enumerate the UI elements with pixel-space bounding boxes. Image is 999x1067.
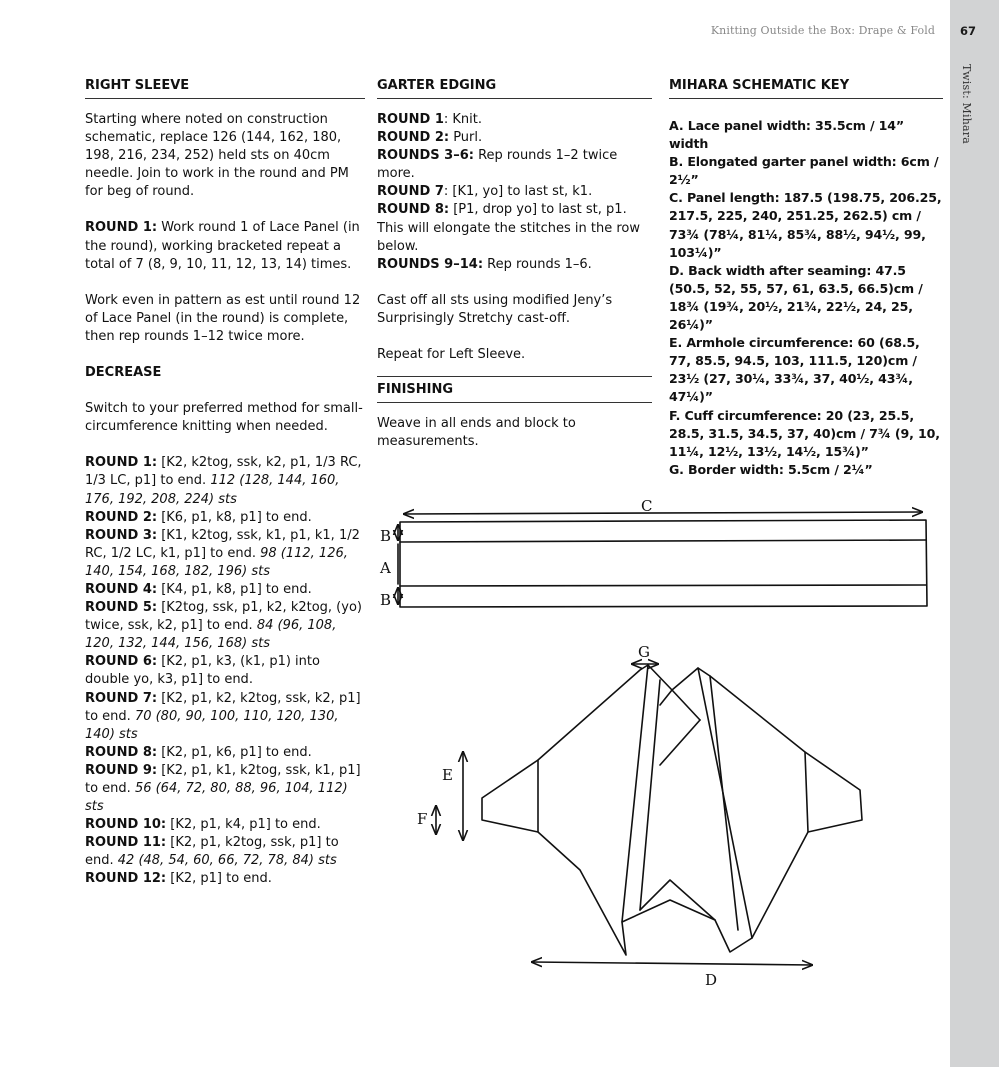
side-tab <box>950 0 999 1067</box>
garter-round <box>377 256 652 274</box>
round-text: : [K1, yo] to last st, k1. <box>443 184 593 200</box>
round-text: Purl. <box>449 130 483 146</box>
decrease-round <box>85 690 365 744</box>
round-text: [K1, k2tog, ssk, k1, p1, k1, 1/2 RC, 1/2 LC, k1, p1] to end. <box>85 527 360 561</box>
round-label: ROUND 9: <box>85 762 158 778</box>
stitch-count: 70 (80, 90, 100, 110, 120, 130, 140) sts <box>85 708 339 742</box>
round-label: ROUND 3: <box>85 527 158 543</box>
round-text: Work round 1 of Lace Panel (in the round), working bracketed repeat a total of 7 (8, 9, 10, 11, 12, 13, 14) times. <box>85 220 360 272</box>
key-item-f: F. Cuff circumference: 20 (23, 25.5, 28.5, 31.5, 34.5, 37, 40)cm / 7¾ (9, 10, 11¼, 12½, 13½, 14½, 15¾)” <box>669 407 940 459</box>
round-label: ROUND 1: <box>85 220 158 236</box>
decrease-round <box>85 581 365 599</box>
key-item-d: D. Back width after seaming: 47.5 (50.5, 52, 55, 57, 61, 63.5, 66.5)cm / 18¾ (19¾, 20½, 21¾, 22½, 24, 25, 26¼)” <box>669 262 923 333</box>
finishing-heading: FINISHING <box>377 376 652 403</box>
round-text: Rep rounds 1–2 twice more. <box>377 148 618 182</box>
stitch-count: 42 (48, 54, 60, 66, 72, 78, 84) sts <box>117 853 337 869</box>
decrease-rounds <box>85 454 365 888</box>
round-text: [K2, k2tog, ssk, k2, p1, 1/3 RC, 1/3 LC, p1] to end. <box>85 455 362 489</box>
round-text: [K2, p1, k6, p1] to end. <box>157 744 312 760</box>
key-item-e: E. Armhole circumference: 60 (68.5, 77, 85.5, 94.5, 103, 111.5, 120)cm / 23½ (27, 30¼, 33¾, 37, 40½, 43¾, 47¼)” <box>669 335 920 405</box>
round-label: ROUNDS 9–14: <box>377 256 484 272</box>
garter-round <box>377 111 652 129</box>
dimension-c-arrow <box>404 512 922 514</box>
garter-round <box>377 129 652 147</box>
label-b-top: B <box>380 527 392 545</box>
round-text: [K2, p1, k4, p1] to end. <box>166 817 321 833</box>
round-text: [K2tog, ssk, p1, k2, k2tog, (yo) twice, ssk, k2, p1] to end. <box>85 600 362 634</box>
right-sleeve-intro: Starting where noted on construction schematic, replace 126 (144, 162, 180, 198, 216, 234, 252) held sts on 40cm needle. Join to work in the round and PM for beg of round. <box>85 112 349 200</box>
repeat-text: Repeat for Left Sleeve. <box>377 347 526 363</box>
key-item-a: A. Lace panel width: 35.5cm / 14” width <box>669 118 905 152</box>
construction-schematic <box>360 490 940 1000</box>
round-label: ROUND 4: <box>85 581 158 597</box>
stitch-count: 84 (96, 108, 120, 132, 144, 156, 168) sts <box>85 618 337 652</box>
label-e: E <box>442 766 453 784</box>
stitch-count: 98 (112, 126, 140, 154, 168, 182, 196) sts <box>85 545 348 579</box>
stitch-count: 56 (64, 72, 80, 88, 96, 104, 112) sts <box>85 781 348 815</box>
decrease-round <box>85 653 365 689</box>
schematic-key-list <box>669 117 943 479</box>
round-label: ROUND 2: <box>85 509 158 525</box>
label-b-bottom: B <box>380 591 392 609</box>
round-label: ROUND 8: <box>377 202 450 218</box>
decrease-round <box>85 816 365 834</box>
running-header-title: Knitting Outside the Box: Drape & Fold <box>710 24 935 37</box>
dimension-d-arrow <box>532 962 812 965</box>
round-label: ROUND 8: <box>85 744 158 760</box>
round-text: : Knit. <box>443 112 482 127</box>
label-g: G <box>638 643 650 661</box>
round-label: ROUND 10: <box>85 817 167 833</box>
schematic-key-heading: MIHARA SCHEMATIC KEY <box>669 77 943 99</box>
garment-outline <box>482 665 862 955</box>
round-text: [K2, p1, k2tog, ssk, p1] to end. <box>85 835 339 869</box>
panel-rectangle <box>400 520 927 607</box>
label-f: F <box>417 810 428 828</box>
round-text: [K2, p1, k2, k2tog, ssk, k2, p1] to end. <box>85 690 361 724</box>
decrease-round <box>85 762 365 816</box>
column-middle <box>377 77 652 469</box>
round-label: ROUND 6: <box>85 654 158 670</box>
decrease-round <box>85 744 365 762</box>
decrease-round <box>85 870 365 888</box>
round-label: ROUND 1: <box>85 455 158 471</box>
right-sleeve-round1 <box>85 219 365 273</box>
garter-edging-rounds <box>377 111 652 274</box>
key-item-c: C. Panel length: 187.5 (198.75, 206.25, 217.5, 225, 240, 251.25, 262.5) cm / 73¾ (78¼, 81¼, 85¾, 88½, 94½, 99, 103¼)” <box>669 190 942 260</box>
label-c: C <box>641 497 653 515</box>
column-left <box>85 77 365 889</box>
garter-round <box>377 147 652 183</box>
decrease-round <box>85 454 365 508</box>
round-label: ROUND 5: <box>85 600 158 616</box>
column-right <box>669 77 943 479</box>
decrease-intro: Switch to your preferred method for small-circumference knitting when needed. <box>85 401 363 435</box>
finishing-text: Weave in all ends and block to measurements. <box>377 416 576 450</box>
decrease-round <box>85 509 365 527</box>
right-sleeve-heading: RIGHT SLEEVE <box>85 77 365 99</box>
round-label: ROUND 11: <box>85 835 167 851</box>
garter-edging-heading: GARTER EDGING <box>377 77 652 99</box>
cast-off-text: Cast off all sts using modified Jeny’s Surprisingly Stretchy cast-off. <box>377 292 613 326</box>
key-item-g: G. Border width: 5.5cm / 2¼” <box>669 461 873 477</box>
side-running-title: Twist: Mihara <box>960 64 973 144</box>
decrease-round <box>85 599 365 653</box>
round-text: [K2, p1, k3, (k1, p1) into double yo, k3, p1] to end. <box>85 654 320 688</box>
decrease-heading: DECREASE <box>85 365 162 381</box>
decrease-round <box>85 527 365 581</box>
round-label: ROUND 2: <box>377 130 450 146</box>
right-sleeve-work-even: Work even in pattern as est until round 12 of Lace Panel (in the round) is complete, then rep rounds 1–12 twice more. <box>85 292 361 344</box>
round-text: [K6, p1, k8, p1] to end. <box>157 509 312 525</box>
stitch-count: 112 (128, 144, 160, 176, 192, 208, 224) sts <box>85 473 340 507</box>
round-label: ROUND 7 <box>377 184 444 200</box>
round-text: [P1, drop yo] to last st, p1. This will elongate the stitches in the row below. <box>377 202 640 254</box>
round-text: [K4, p1, k8, p1] to end. <box>157 581 312 597</box>
round-label: ROUND 7: <box>85 690 158 706</box>
round-label: ROUNDS 3–6: <box>377 148 474 164</box>
round-label: ROUND 1 <box>377 112 444 127</box>
label-a: A <box>380 559 391 577</box>
round-text: [K2, p1] to end. <box>166 871 272 887</box>
garter-round <box>377 183 652 201</box>
key-item-b: B. Elongated garter panel width: 6cm / 2½” <box>669 154 939 188</box>
decrease-round <box>85 834 365 870</box>
round-label: ROUND 12: <box>85 871 167 887</box>
round-text: [K2, p1, k1, k2tog, ssk, k1, p1] to end. <box>85 762 361 796</box>
page-number: 67 <box>959 24 976 38</box>
garter-round <box>377 201 652 255</box>
label-d: D <box>705 971 718 989</box>
round-text: Rep rounds 1–6. <box>483 256 592 272</box>
